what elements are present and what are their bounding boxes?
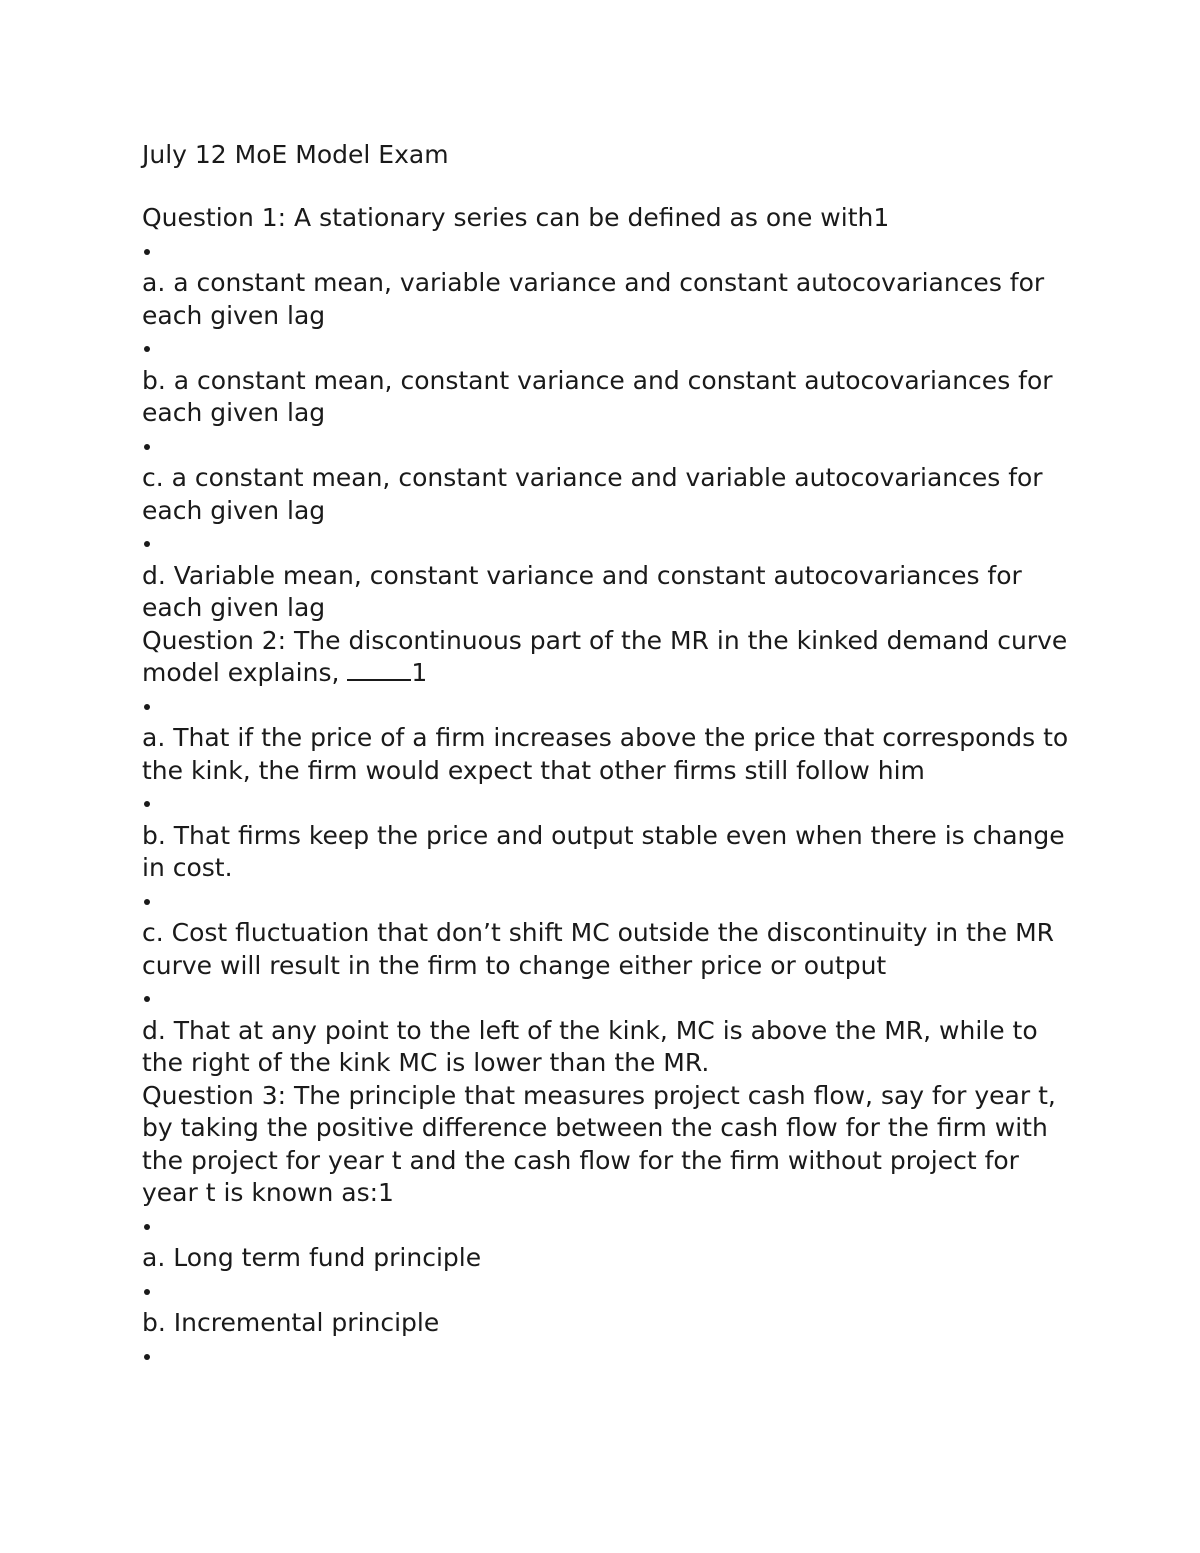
answer-blank <box>347 659 411 681</box>
bullet-icon <box>142 235 1072 268</box>
question-2-option-d: d. That at any point to the left of the kink, MC is above the MR, while to the right of the kink MC is lower than the MR. <box>142 1015 1046 1077</box>
document-title: July 12 MoE Model Exam <box>142 140 449 169</box>
question-1 <box>142 202 1072 625</box>
bullet-icon <box>142 1210 1072 1243</box>
question-1-prompt: Question 1: A stationary series can be defined as one with1 <box>142 203 890 232</box>
document-page <box>142 138 1077 1372</box>
question-1-option-c: c. a constant mean, constant variance and variable autocovariances for each given lag <box>142 463 1051 525</box>
question-1-option-b: b. a constant mean, constant variance and constant autocovariances for each given lag <box>142 365 1061 427</box>
question-3-option-b: b. Incremental principle <box>142 1308 440 1337</box>
question-1-option-d: d. Variable mean, constant variance and constant autocovariances for each given lag <box>142 560 1030 622</box>
bullet-icon <box>142 332 1072 365</box>
bullet-icon <box>142 527 1072 560</box>
question-2-option-a: a. That if the price of a firm increases above the price that corresponds to the kink, the firm would expect that other firms still follow him <box>142 723 1077 785</box>
question-2-prompt-text: Question 2: The discontinuous part of the MR in the kinked demand curve model explains, <box>142 625 1076 687</box>
question-3-prompt: Question 3: The principle that measures project cash flow, say for year t, by taking the positive difference between the cash flow for the firm with the project for year t and the cash flow for the firm without project for year t is known as:1 <box>142 1080 1064 1207</box>
question-3-option-a: a. Long term fund principle <box>142 1243 482 1272</box>
question-2 <box>142 625 1077 1080</box>
question-2-prompt <box>142 625 1076 690</box>
question-2-option-c: c. Cost fluctuation that don’t shift MC outside the discontinuity in the MR curve will result in the firm to change either price or output <box>142 918 1062 980</box>
bullet-icon <box>142 690 1072 723</box>
question-3 <box>142 1080 1072 1373</box>
bullet-icon <box>142 1340 1072 1373</box>
bullet-icon <box>142 430 1072 463</box>
question-2-option-b: b. That firms keep the price and output stable even when there is change in cost. <box>142 820 1073 882</box>
question-2-prompt-mark: 1 <box>411 658 428 687</box>
bullet-icon <box>142 885 1072 918</box>
bullet-icon <box>142 982 1072 1015</box>
bullet-icon <box>142 1275 1072 1308</box>
question-1-option-a: a. a constant mean, variable variance and constant autocovariances for each given lag <box>142 268 1053 330</box>
bullet-icon <box>142 787 1072 820</box>
